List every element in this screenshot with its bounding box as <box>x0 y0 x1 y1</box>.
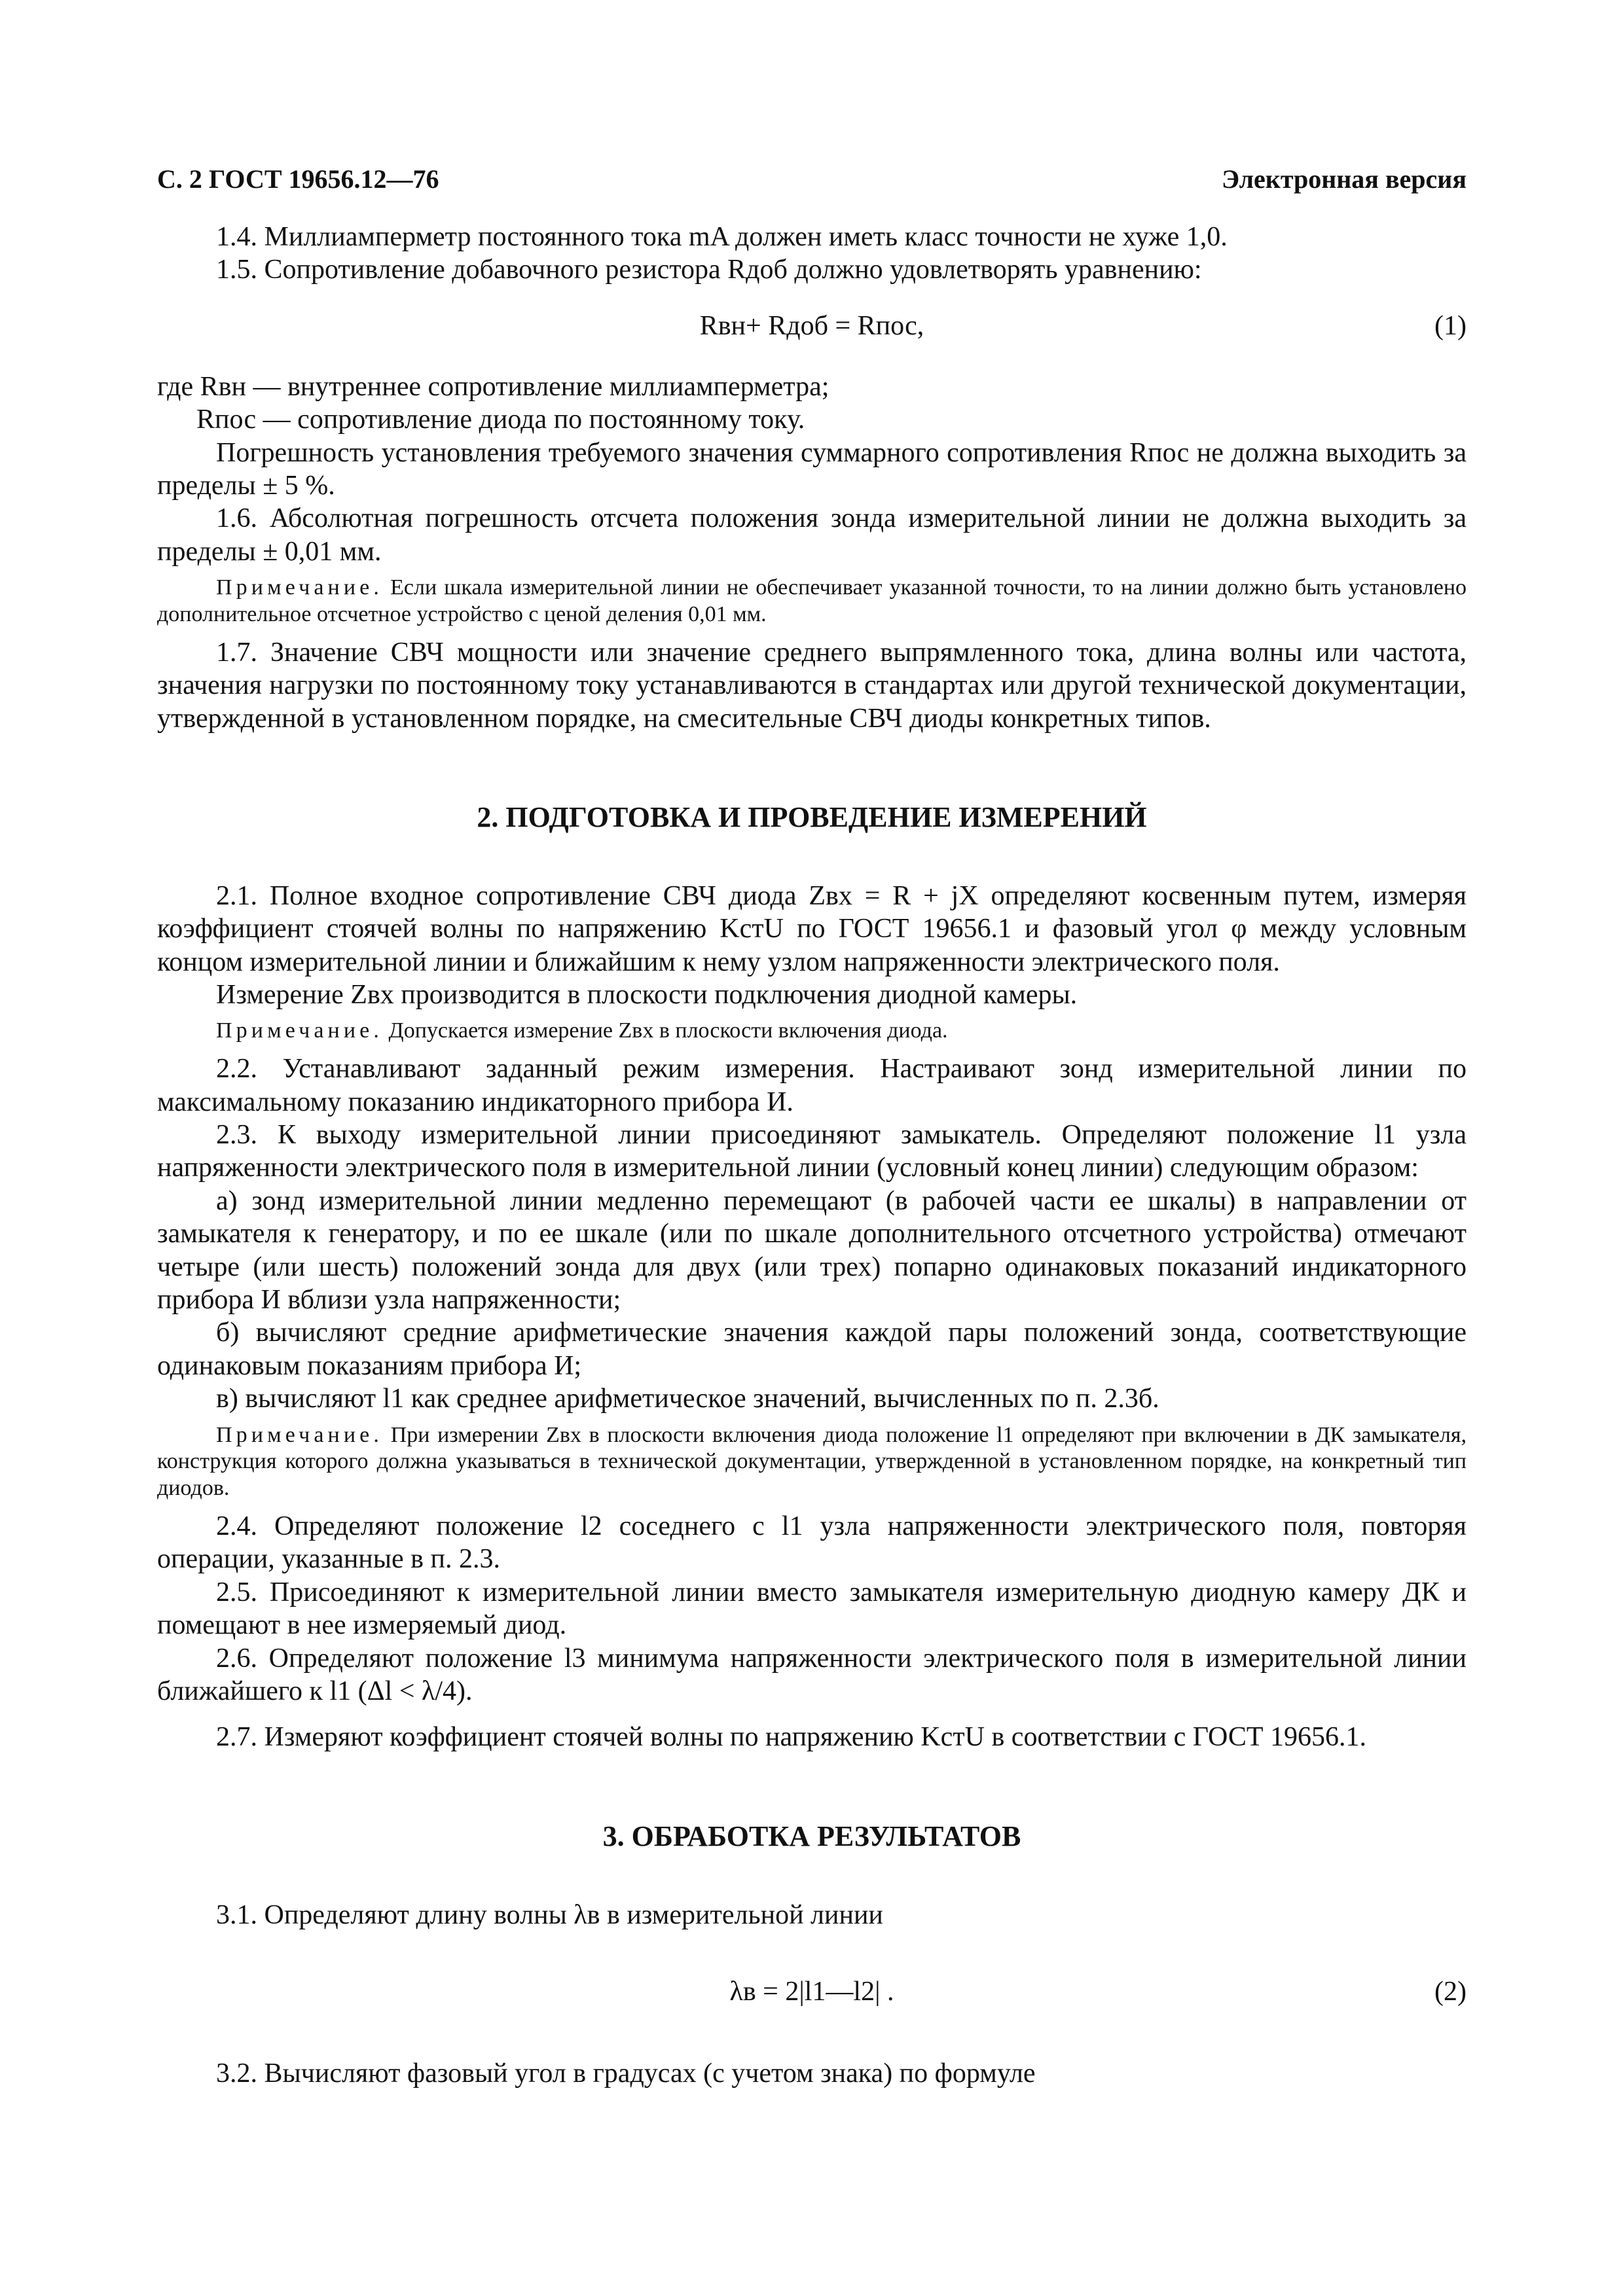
paragraph-3-1: 3.1. Определяют длину волны λв в измерительной линии <box>216 1899 883 1930</box>
section-3-title: 3. ОБРАБОТКА РЕЗУЛЬТАТОВ <box>602 1820 1021 1852</box>
note-3-text: При измерении Zвх в плоскости включения диода положение l1 определяют при включении в ДК замыкателя, конструкция которого должна указываться в технической документации, утвержденной в установленном порядке, на конкретный тип диодов. <box>157 1422 1467 1501</box>
where-line-1: где Rвн — внутреннее сопротивление миллиамперметра; <box>157 371 830 402</box>
paragraph-2-1b: Измерение Zвх производится в плоскости подключения диодной камеры. <box>216 980 1078 1011</box>
note-1-label: Примечание. <box>216 575 384 600</box>
header-right: Электронная версия <box>1221 164 1467 194</box>
formula-2 <box>157 1971 1467 2018</box>
header-left: С. 2 ГОСТ 19656.12—76 <box>157 164 439 194</box>
paragraph-1-5: 1.5. Сопротивление добавочного резистора Rдоб должно удовлетворять уравнению: <box>216 255 1202 285</box>
document-page <box>157 164 1467 2090</box>
formula-2-number: (2) <box>1434 1977 1467 2007</box>
paragraph-2-2: 2.2. Устанавливают заданный режим измерения. Настраивают зонд измерительной линии по максимальному показанию индикаторного прибора И. <box>157 1054 1467 1117</box>
paragraph-2-4: 2.4. Определяют положение l2 соседнего с l1 узла напряженности электрического поля, повторяя операции, указанные в п. 2.3. <box>157 1511 1467 1575</box>
paragraph-2-1: 2.1. Полное входное сопротивление СВЧ диода Zвх = R + jX определяют косвенным путем, измеряя коэффициент стоячей волны по напряжению KстU по ГОСТ 19656.1 и фазовый угол φ между условным концом измерительной линии и ближайшим к нему узлом напряженности электрического поля. <box>157 880 1467 977</box>
note-2 <box>157 1018 1467 1045</box>
note-1 <box>157 575 1467 628</box>
note-2-label: Примечание. <box>216 1018 384 1043</box>
section-2-title: 2. ПОДГОТОВКА И ПРОВЕДЕНИЕ ИЗМЕРЕНИЙ <box>477 800 1147 833</box>
paragraph-2-3: 2.3. К выходу измерительной линии присоединяют замыкатель. Определяют положение l1 узла напряженности электрического поля в измерительной линии (условный конец линии) следующим образом: <box>157 1120 1467 1183</box>
formula-1 <box>157 305 1467 352</box>
note-3-label: Примечание. <box>216 1422 384 1447</box>
paragraph-2-5: 2.5. Присоединяют к измерительной линии вместо замыкателя измерительную диодную камеру ДК и помещают в нее измеряемый диод. <box>157 1577 1467 1641</box>
where-line-2: Rпос — сопротивление диода по постоянному току. <box>196 404 805 435</box>
paragraph-2-6: 2.6. Определяют положение l3 минимума напряженности электрического поля в измерительной линии ближайшего к l1 (Δl < λ/4). <box>157 1643 1467 1706</box>
paragraph-2-3b: б) вычисляют средние арифметические значения каждой пары положений зонда, соответствующие одинаковым показаниям прибора И; <box>157 1318 1467 1381</box>
paragraph-error: Погрешность установления требуемого значения суммарного сопротивления Rпос не должна выходить за пределы ± 5 %. <box>157 437 1467 501</box>
paragraph-1-4: 1.4. Миллиамперметр постоянного тока mA должен иметь класс точности не хуже 1,0. <box>216 222 1228 252</box>
paragraph-1-7: 1.7. Значение СВЧ мощности или значение среднего выпрямленного тока, длина волны или частота, значения нагрузки по постоянному току устанавливаются в стандартах или другой технической документации, утвержденной в установленном порядке, на смесительные СВЧ диоды конкретных типов. <box>157 637 1467 734</box>
paragraph-1-6: 1.6. Абсолютная погрешность отсчета положения зонда измерительной линии не должна выходить за пределы ± 0,01 мм. <box>157 503 1467 567</box>
paragraph-2-3a: а) зонд измерительной линии медленно перемещают (в рабочей части ее шкалы) в направлении от замыкателя к генератору, и по ее шкале (или по шкале дополнительного отсчетного устройства) отмечают четыре (или шесть) положений зонда для двух (или трех) попарно одинаковых показаний индикаторного прибора И вблизи узла напряженности; <box>157 1185 1467 1315</box>
formula-2-text: λв = 2|l1—l2| . <box>729 1977 894 2007</box>
note-2-text: Допускается измерение Zвх в плоскости включения диода. <box>388 1018 948 1043</box>
paragraph-3-2: 3.2. Вычисляют фазовый угол в градусах (с учетом знака) по формуле <box>216 2058 1036 2089</box>
note-1-text: Если шкала измерительной линии не обеспечивает указанной точности, то на линии должно быть установлено дополнительное отсчетное устройство с ценой деления 0,01 мм. <box>157 575 1467 626</box>
note-3 <box>157 1422 1467 1502</box>
paragraph-2-3c: в) вычисляют l1 как среднее арифметическое значений, вычисленных по п. 2.3б. <box>216 1384 1159 1414</box>
formula-1-text: Rвн+ Rдоб = Rпос, <box>699 310 924 341</box>
page-header <box>157 164 1467 194</box>
formula-1-number: (1) <box>1434 310 1467 341</box>
paragraph-2-7: 2.7. Измеряют коэффициент стоячей волны по напряжению KстU в соответствии с ГОСТ 19656.1. <box>216 1722 1367 1753</box>
